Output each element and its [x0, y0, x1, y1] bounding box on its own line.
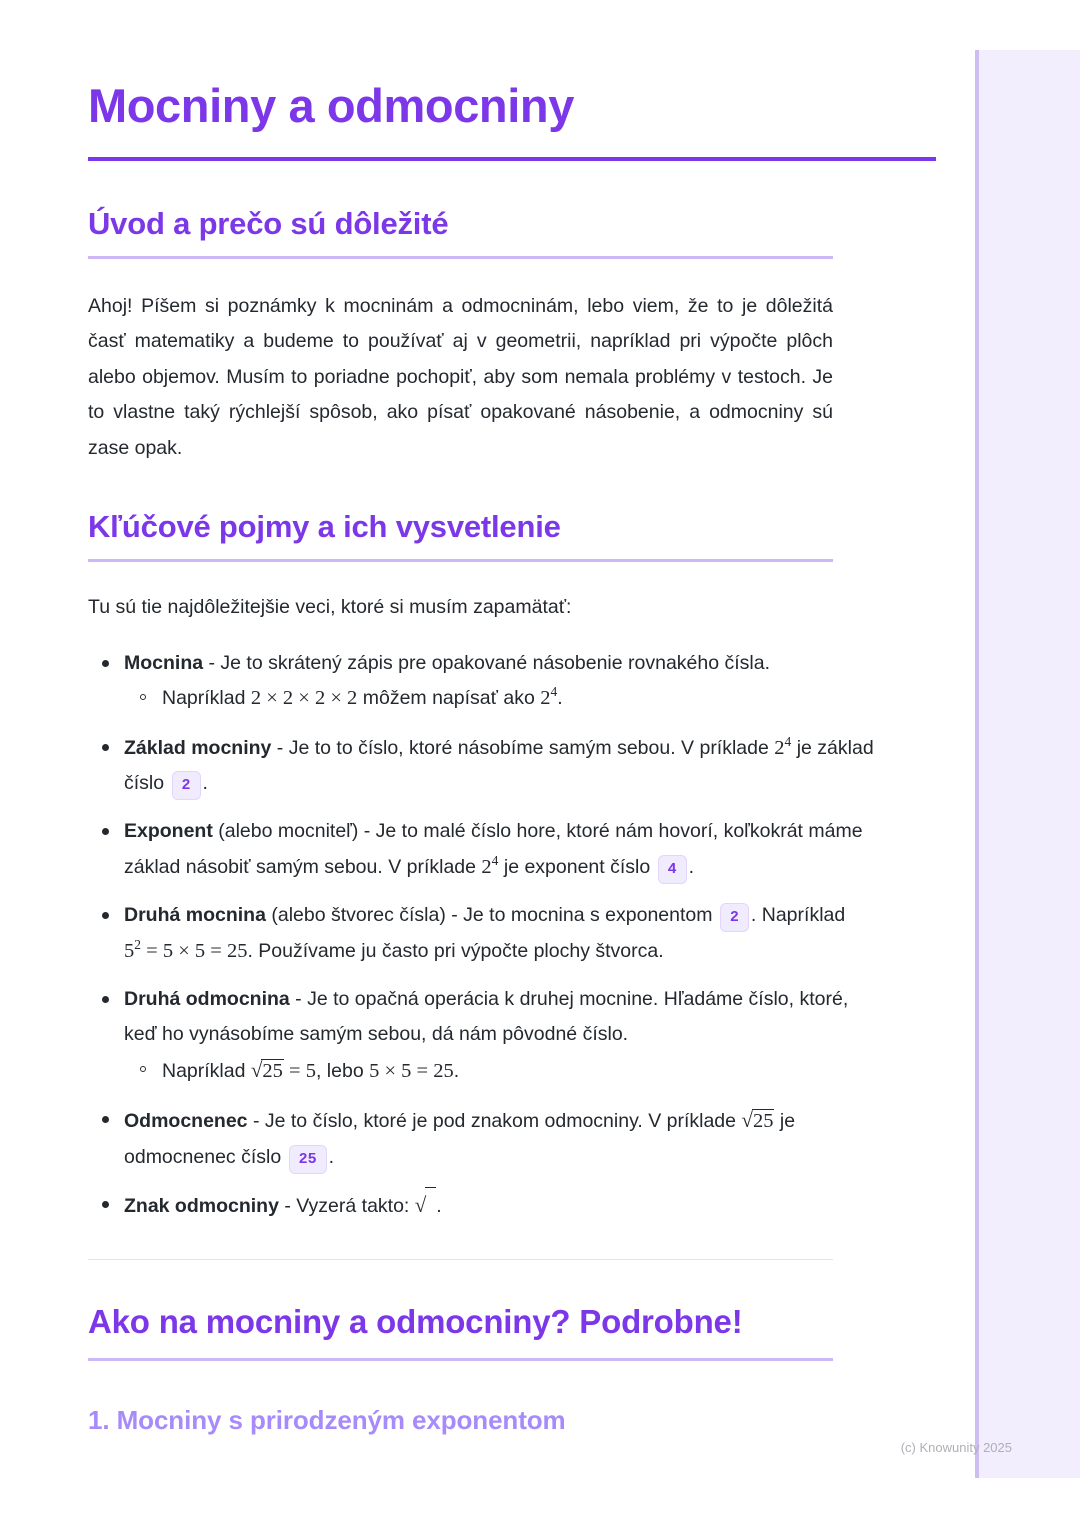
code-chip: 2 [720, 903, 749, 932]
radical-icon: √ [250, 1057, 263, 1082]
math-exponent: 4 [550, 684, 558, 700]
section-heading-key-terms: Kľúčové pojmy a ich vysvetlenie [88, 509, 561, 545]
list-item [162, 680, 886, 716]
term-description: - Je to to číslo, ktoré násobíme samým sebou. V príklade [271, 736, 775, 759]
section-heading-key-terms-underline [88, 559, 833, 562]
term-description: - Je to číslo, ktoré je pod znakom odmocniny. V príklade [247, 1110, 742, 1133]
list-item [162, 1052, 886, 1089]
math-power [540, 684, 558, 710]
radicand: 25 [262, 1059, 283, 1082]
math-base: 2 [540, 687, 551, 710]
term-label: Základ mocniny [124, 736, 272, 759]
math-rest: = 5 × 5 = 25 [141, 939, 248, 962]
code-chip: 2 [172, 771, 201, 800]
math-power [481, 852, 499, 878]
math-power [124, 937, 248, 962]
math-base: 2 [774, 736, 785, 759]
term-label: Znak odmocniny [124, 1195, 279, 1218]
math-expression: 2 × 2 × 2 × 2 [250, 687, 358, 710]
term-text-mid: . Napríklad [750, 904, 846, 927]
square-root-expression [741, 1102, 774, 1139]
term-description: - Je to skrátený zápis pre opakované násobenie rovnakého čísla. [203, 651, 771, 674]
section-heading-intro: Úvod a prečo sú dôležité [88, 205, 449, 241]
list-item [124, 1102, 886, 1174]
list-item [124, 814, 886, 885]
sub-suffix: . [453, 1059, 460, 1082]
page-title: Mocniny a odmocniny [88, 79, 574, 132]
radicand-empty [425, 1187, 436, 1224]
sub-mid: , lebo [315, 1059, 370, 1082]
code-chip: 4 [658, 855, 687, 884]
sub-prefix: Napríklad [162, 687, 251, 710]
term-label: Mocnina [124, 651, 204, 674]
term-parenthetical: (alebo štvorec čísla) [265, 904, 446, 927]
math-exponent: 4 [491, 852, 499, 868]
sub-list [124, 1052, 886, 1089]
decorative-side-strip [975, 50, 1080, 1478]
sub-mid: môžem napísať ako [357, 687, 541, 710]
footer-credit: (c) Knowunity 2025 [900, 1440, 1012, 1455]
radical-icon: √ [414, 1193, 427, 1218]
list-item [124, 730, 886, 801]
term-parenthetical: (alebo mocniteľ) [212, 819, 359, 842]
list-item [124, 982, 886, 1089]
code-chip: 25 [289, 1145, 327, 1174]
term-label: Druhá odmocnina [124, 988, 290, 1011]
document-content [88, 80, 936, 1436]
list-item [124, 646, 886, 717]
math-base: 2 [481, 855, 492, 878]
term-text-mid: je odmocnenec číslo [124, 1110, 796, 1168]
term-label: Exponent [124, 819, 213, 842]
key-terms-lead: Tu sú tie najdôležitejšie veci, ktoré si musím zapamätať: [88, 596, 572, 619]
term-text-mid: je exponent číslo [498, 855, 656, 878]
term-text-mid: je základ číslo [124, 736, 874, 795]
term-description: - Je to malé číslo hore, ktoré nám hovorí, koľkokrát máme základ násobiť samým sebou. V príklade [124, 819, 863, 878]
section-divider [88, 1259, 833, 1260]
sub-suffix: . [557, 687, 563, 710]
term-description: - Je to opačná operácia k druhej mocnine. Hľadáme číslo, ktoré, keď ho vynásobíme samým sebou, dá nám pôvodné číslo. [124, 988, 849, 1046]
list-item [124, 1187, 886, 1224]
term-text-end: . [202, 772, 208, 795]
section-heading-intro-underline [88, 256, 833, 259]
math-base: 5 [124, 939, 135, 962]
term-description: - Je to mocnina s exponentom [445, 904, 718, 927]
radical-icon: √ [741, 1108, 753, 1133]
math-exponent: 4 [784, 733, 792, 749]
term-description: - Vyzerá takto: [278, 1195, 415, 1218]
radicand: 25 [752, 1110, 774, 1133]
term-text-end: . [688, 855, 695, 878]
term-text-end: . [328, 1145, 335, 1168]
intro-paragraph: Ahoj! Píšem si poznámky k mocninám a odmocninám, lebo viem, že to je dôležitá časť matematiky a budeme to používať aj v geometrii, napríklad pri výpočte plôch alebo objemov. Musím to poriadne pochopiť, aby som nemala problémy v testoch. Je to vlastne taký rýchlejší spôsob, ako písať opakované násobenie, a odmocniny sú zase opak. [88, 294, 833, 459]
subsection-heading-natural-exponent: 1. Mocniny s prirodzeným exponentom [88, 1404, 566, 1435]
math-rest: = 5 [283, 1059, 316, 1082]
math-exponent: 2 [134, 937, 142, 953]
key-terms-list [88, 646, 886, 1225]
term-label: Odmocnenec [124, 1110, 248, 1133]
list-item [124, 898, 886, 969]
section-heading-howto: Ako na mocniny a odmocniny? Podrobne! [88, 1302, 743, 1340]
sub-list [124, 680, 886, 716]
math-expression: 5 × 5 = 25 [369, 1059, 454, 1082]
term-text-end: . [436, 1195, 442, 1218]
math-power [774, 733, 792, 759]
term-text-end: . Používame ju často pri výpočte plochy štvorca. [247, 939, 664, 962]
title-underline [88, 157, 936, 161]
section-heading-howto-underline [88, 1358, 833, 1361]
radical-symbol [415, 1187, 437, 1224]
square-root-expression [251, 1052, 284, 1089]
term-label: Druhá mocnina [124, 904, 266, 927]
sub-prefix: Napríklad [162, 1059, 251, 1082]
